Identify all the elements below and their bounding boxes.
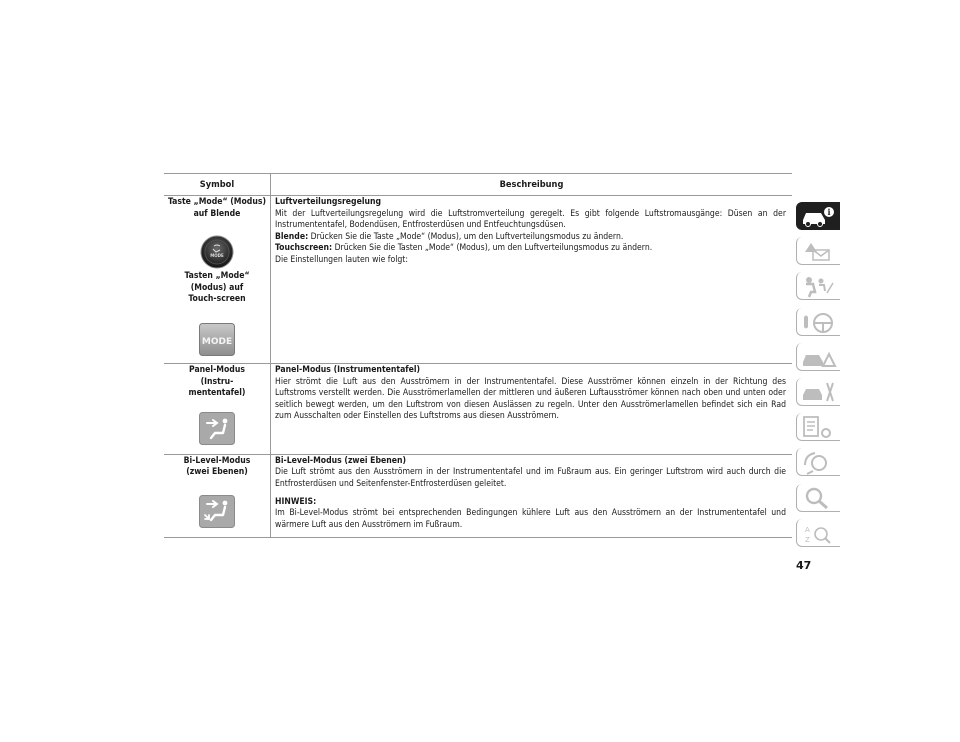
tab-starting-driving[interactable] bbox=[796, 308, 840, 336]
blende-paragraph bbox=[275, 232, 786, 244]
safety-icon bbox=[799, 273, 839, 299]
panel-mode-icon bbox=[199, 412, 235, 445]
note-text: Im Bi-Level-Modus strömt bei entsprechenden Bedingungen kühlere Luft aus den Ausströmern an der Instrumententafel und wärmere Luft aus den Ausströmern im Fußraum. bbox=[275, 508, 786, 530]
symbol-cell bbox=[164, 363, 271, 454]
tab-warning-lights-messages[interactable] bbox=[796, 237, 840, 265]
tab-technical-specifications[interactable] bbox=[796, 413, 840, 441]
blende-text: Drücken Sie die Taste „Mode“ (Modus), um den Luftverteilungsmodus zu ändern. bbox=[308, 231, 624, 242]
emergency-icon bbox=[799, 344, 839, 370]
description-cell bbox=[271, 454, 793, 537]
customer-assistance-icon bbox=[799, 485, 839, 511]
table-row bbox=[164, 363, 792, 454]
note-label: HINWEIS: bbox=[275, 496, 317, 507]
symbol-column-header: Symbol bbox=[164, 174, 271, 196]
tab-multimedia[interactable] bbox=[796, 448, 840, 476]
tab-servicing-maintenance[interactable] bbox=[796, 378, 840, 406]
table-header-row bbox=[164, 174, 792, 196]
symbol-label: Bi-Level-Modus (zwei Ebenen) bbox=[183, 455, 251, 478]
row-text: Die Einstellungen lauten wie folgt: bbox=[275, 254, 408, 265]
svg-text:i: i bbox=[827, 207, 831, 217]
symbol-label: Taste „Mode“ (Modus) auf Blende bbox=[168, 197, 266, 219]
description-cell bbox=[271, 196, 793, 364]
row-text: Die Luft strömt aus den Ausströmern in der Instrumententafel und im Fußraum aus. Ein geringer Luftstrom wird auch durch die Entfrosterdüsen und Seitenfenster-Entfrosterdüsen geleitet. bbox=[275, 467, 786, 489]
touchscreen-text: Drücken Sie die Tasten „Mode“ (Modus), um den Luftverteilungsmodus zu ändern. bbox=[332, 243, 653, 254]
car-info-icon bbox=[798, 203, 838, 229]
row-title: Bi-Level-Modus (zwei Ebenen) bbox=[275, 455, 407, 466]
technical-specifications-icon bbox=[799, 414, 839, 440]
warning-lights-messages-icon bbox=[799, 238, 839, 264]
tab-emergency[interactable] bbox=[796, 343, 840, 371]
mode-touchscreen-button-icon bbox=[199, 323, 235, 356]
index-icon bbox=[799, 520, 839, 546]
starting-driving-icon bbox=[799, 309, 839, 335]
symbol-cell bbox=[164, 454, 271, 537]
tab-index[interactable] bbox=[796, 519, 840, 547]
svg-text:Z: Z bbox=[805, 535, 810, 544]
multimedia-icon bbox=[799, 449, 839, 475]
blende-label: Blende: bbox=[275, 231, 309, 242]
mode-touch-text: MODE bbox=[201, 336, 233, 347]
symbol-cell bbox=[164, 196, 271, 364]
table-row bbox=[164, 196, 792, 364]
row-text: Hier strömt die Luft aus den Ausströmern in der Instrumententafel. Diese Ausströmer können einzeln in der Richtung des Luftstroms verstellt werden. Die Ausströmerlamellen der mittleren und äußeren Luftausströmer können nach oben und unten oder seitlich bewegt werden, um den Luftstrom von diesen Auslässen zu regeln. Unter den Ausströmerlamellen befindet sich ein Rad zum Ausschalten oder Einstellen des Luftstroms aus diesen Ausströmern. bbox=[275, 376, 786, 422]
row-text: Mit der Luftverteilungsregelung wird die Luftstromverteilung geregelt. Es gibt folgende Luftstromausgänge: Düsen an der Instrumententafel, Bodendüsen, Entfrosterdüsen und Entfeuchtungsdüsen. bbox=[275, 208, 786, 231]
row-title: Luftverteilungsregelung bbox=[275, 197, 382, 207]
symbol-label: Panel-Modus (Instru-mententafel) bbox=[188, 364, 246, 399]
mode-knob-text: MODE bbox=[210, 253, 224, 259]
tab-customer-assistance[interactable] bbox=[796, 484, 840, 512]
tab-safety[interactable] bbox=[796, 272, 840, 300]
page-number: 47 bbox=[796, 559, 812, 572]
servicing-maintenance-icon bbox=[799, 379, 839, 405]
description-cell bbox=[271, 363, 793, 454]
symbol-label: Tasten „Mode“ (Modus) auf Touch-screen bbox=[184, 271, 250, 305]
svg-text:A: A bbox=[805, 525, 810, 534]
touchscreen-label: Touchscreen: bbox=[275, 243, 333, 254]
chapter-tabs bbox=[796, 202, 842, 554]
description-column-header: Beschreibung bbox=[271, 174, 793, 196]
tab-car-info[interactable] bbox=[796, 202, 840, 230]
table-row bbox=[164, 454, 792, 537]
mode-knob-icon bbox=[198, 235, 236, 269]
touchscreen-paragraph bbox=[275, 243, 786, 255]
bi-level-mode-icon bbox=[199, 495, 235, 528]
row-title: Panel-Modus (Instrumententafel) bbox=[275, 364, 421, 375]
climate-controls-table bbox=[164, 173, 792, 538]
